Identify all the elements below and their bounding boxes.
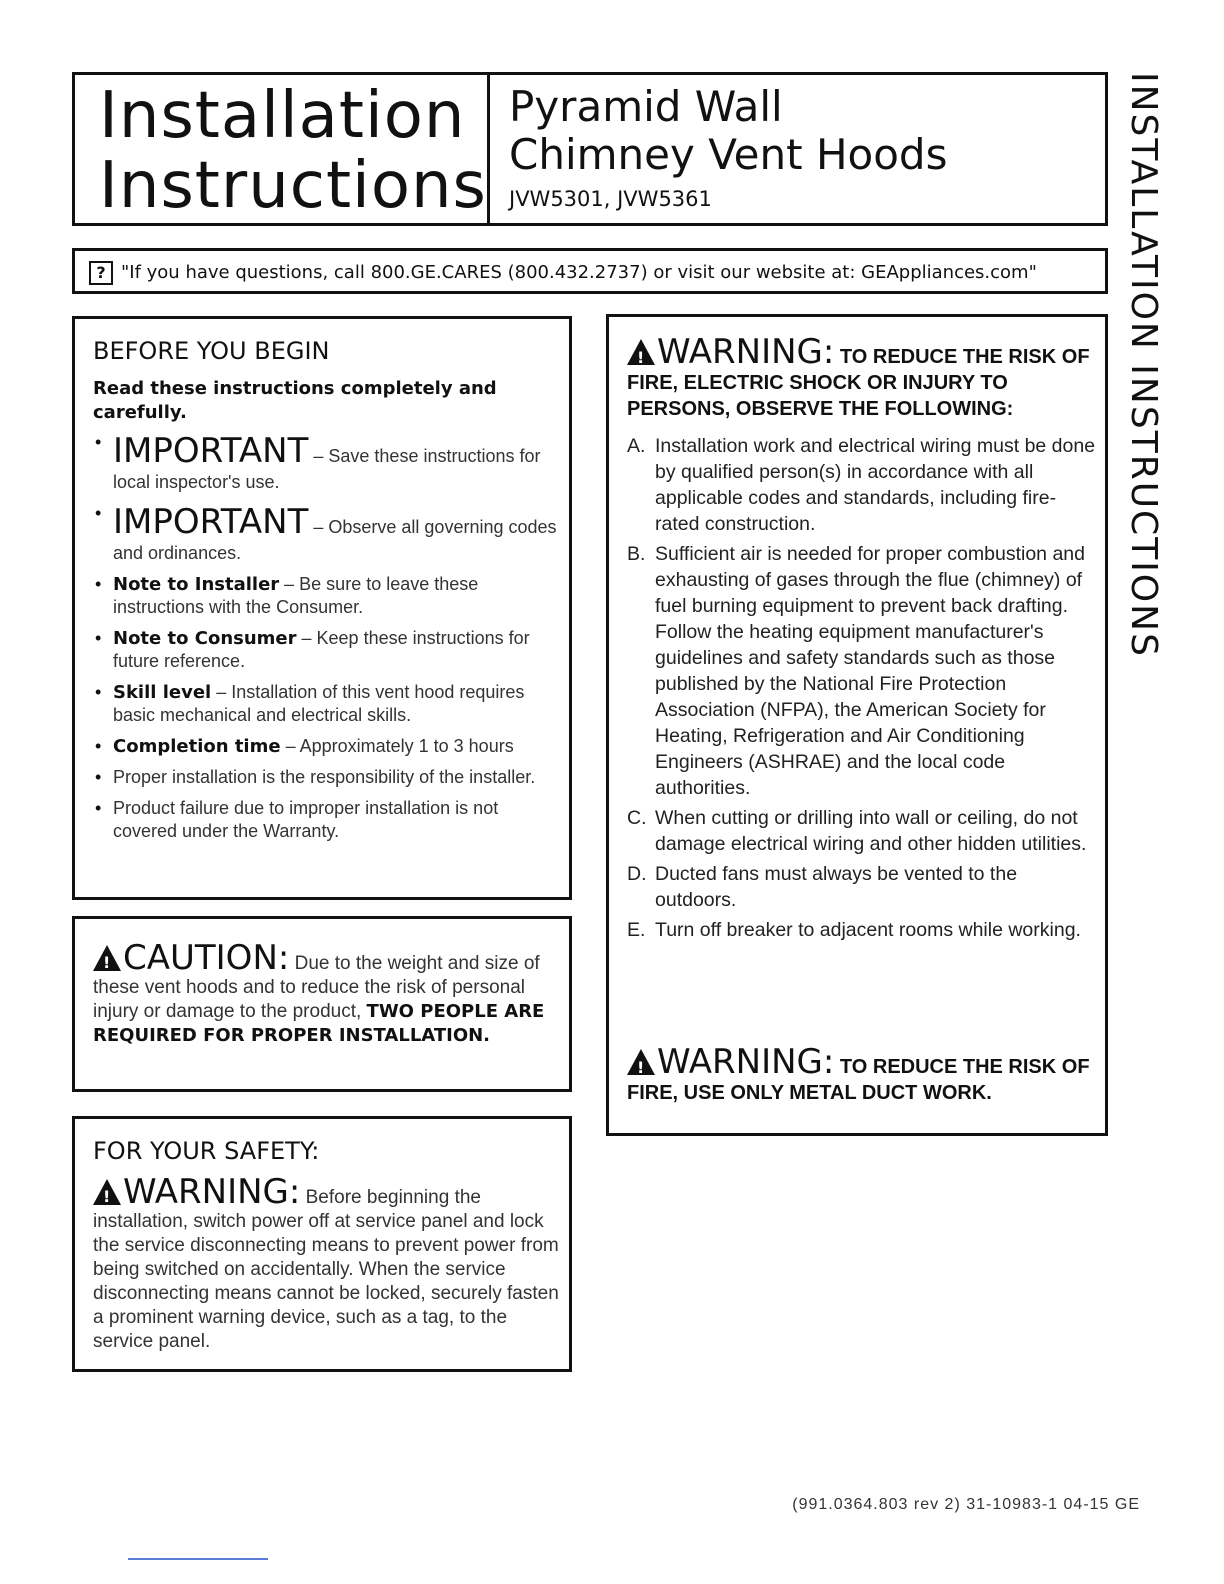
- before-you-begin-list: [93, 431, 563, 851]
- step-letter: A.: [627, 435, 646, 457]
- safety-warning-label: WARNING:: [123, 1172, 301, 1212]
- list-item: [93, 502, 563, 565]
- item-lead: Note to Consumer: [113, 628, 297, 649]
- warning-label: WARNING:: [657, 332, 835, 372]
- doc-type-line1: Installation: [99, 79, 466, 153]
- item-text: Proper installation is the responsibility of the installer.: [113, 767, 536, 787]
- bullet-icon: •: [95, 682, 102, 702]
- doc-type-line2: Instructions: [99, 149, 487, 223]
- step-letter: E.: [627, 919, 646, 941]
- footer-code: (991.0364.803 rev 2) 31-10983-1 04-15 GE: [792, 1496, 1140, 1513]
- list-item: [93, 431, 563, 494]
- list-item: [93, 627, 563, 673]
- item-text: – Observe all governing codes and ordinances.: [113, 517, 557, 563]
- header-box: [72, 72, 1108, 226]
- caution-label: CAUTION:: [123, 938, 290, 978]
- list-item: [627, 917, 1097, 943]
- question-box-icon: ?: [89, 261, 113, 285]
- warning-triangle-icon: [627, 339, 655, 365]
- model-numbers: JVW5301, JVW5361: [509, 187, 712, 211]
- item-text: – Keep these instructions for future reference.: [113, 628, 530, 671]
- list-item: [93, 681, 563, 727]
- item-text: Product failure due to improper installation is not covered under the Warranty.: [113, 798, 499, 841]
- list-item: [93, 573, 563, 619]
- bullet-icon: •: [95, 767, 102, 787]
- safety-box: [72, 1116, 572, 1372]
- step-text: Installation work and electrical wiring must be done by qualified person(s) in accordance with all applicable codes and standards, including fire-rated construction.: [655, 435, 1096, 535]
- item-text: – Save these instructions for local inspector's use.: [113, 446, 541, 492]
- before-you-begin-intro: Read these instructions completely and carefully.: [93, 378, 497, 423]
- caution-text: Due to the weight and size of these vent hoods and to reduce the risk of personal injury or damage to the product,: [93, 953, 540, 1022]
- product-title-line1: Pyramid Wall: [509, 82, 783, 131]
- bullet-icon: •: [95, 736, 102, 756]
- product-title: [509, 83, 947, 179]
- item-text: – Approximately 1 to 3 hours: [280, 736, 514, 756]
- contact-text: "If you have questions, call 800.GE.CARES (800.432.2737) or visit our website at: GEAppliances.com": [121, 262, 1037, 283]
- safety-title: FOR YOUR SAFETY:: [93, 1137, 320, 1165]
- warning-box: [606, 314, 1108, 1136]
- side-tab-text: INSTALLATION INSTRUCTIONS: [1123, 72, 1164, 658]
- item-lead: IMPORTANT: [113, 431, 309, 471]
- list-item: [93, 735, 563, 758]
- bullet-icon: •: [95, 432, 102, 452]
- warning-steps: [627, 433, 1097, 947]
- list-item: [627, 541, 1097, 801]
- bullet-icon: •: [95, 574, 102, 594]
- warning-heading-text: TO REDUCE THE RISK OF FIRE, ELECTRIC SHOCK OR INJURY TO PERSONS, OBSERVE THE FOLLOWING:: [627, 346, 1090, 420]
- caution-box: [72, 916, 572, 1092]
- step-letter: B.: [627, 543, 646, 565]
- step-text: Sufficient air is needed for proper combustion and exhausting of gases through the flue (chimney) of fuel burning equipment to prevent back drafting. Follow the heating equipment manufacturer's guidelines and safety standards such as those published by the National Fire Protection Association (NFPA), the American Society for Heating, Refrigeration and Air Conditioning Engineers (ASHRAE) and the local code authorities.: [655, 543, 1085, 799]
- caution-paragraph: [93, 938, 563, 1048]
- list-item: [93, 797, 563, 843]
- before-you-begin-box: [72, 316, 572, 900]
- item-lead: Completion time: [113, 736, 281, 757]
- bullet-icon: •: [95, 503, 102, 523]
- caution-emphasis: TWO PEOPLE ARE REQUIRED FOR PROPER INSTALLATION.: [93, 1001, 545, 1046]
- warning-heading-2: [627, 1042, 1097, 1106]
- list-item: [627, 861, 1097, 913]
- warning-triangle-icon: [93, 1179, 121, 1205]
- header-divider: [487, 75, 490, 223]
- item-lead: Note to Installer: [113, 574, 280, 595]
- warning-label-2: WARNING:: [657, 1042, 835, 1082]
- doc-type-title: [99, 81, 487, 221]
- safety-text: Before beginning the installation, switch power off at service panel and lock the service disconnecting means to prevent power from being switched on accidentally. When the service disconnecting means cannot be locked, securely fasten a prominent warning device, such as a tag, to the service panel.: [93, 1187, 559, 1352]
- item-text: – Installation of this vent hood requires basic mechanical and electrical skills.: [113, 682, 525, 725]
- safety-paragraph: [93, 1172, 563, 1354]
- step-text: When cutting or drilling into wall or ceiling, do not damage electrical wiring and other hidden utilities.: [655, 807, 1087, 855]
- item-text: – Be sure to leave these instructions with the Consumer.: [113, 574, 479, 617]
- product-title-line2: Chimney Vent Hoods: [509, 130, 948, 179]
- warning-heading-2-text: TO REDUCE THE RISK OF FIRE, USE ONLY METAL DUCT WORK.: [627, 1056, 1090, 1104]
- side-tab: [1122, 72, 1164, 658]
- bullet-icon: •: [95, 628, 102, 648]
- list-item: [627, 805, 1097, 857]
- before-you-begin-title: BEFORE YOU BEGIN: [93, 337, 330, 365]
- contact-box: [72, 248, 1108, 294]
- item-lead: Skill level: [113, 682, 212, 703]
- list-item: [93, 766, 563, 789]
- warning-triangle-icon: [627, 1049, 655, 1075]
- item-lead: IMPORTANT: [113, 502, 309, 542]
- step-text: Ducted fans must always be vented to the outdoors.: [655, 863, 1018, 911]
- step-letter: C.: [627, 807, 647, 829]
- step-text: Turn off breaker to adjacent rooms while working.: [655, 919, 1081, 941]
- warning-heading: [627, 332, 1097, 422]
- step-letter: D.: [627, 863, 647, 885]
- decorative-underline: [128, 1558, 268, 1560]
- list-item: [627, 433, 1097, 537]
- bullet-icon: •: [95, 798, 102, 818]
- warning-triangle-icon: [93, 945, 121, 971]
